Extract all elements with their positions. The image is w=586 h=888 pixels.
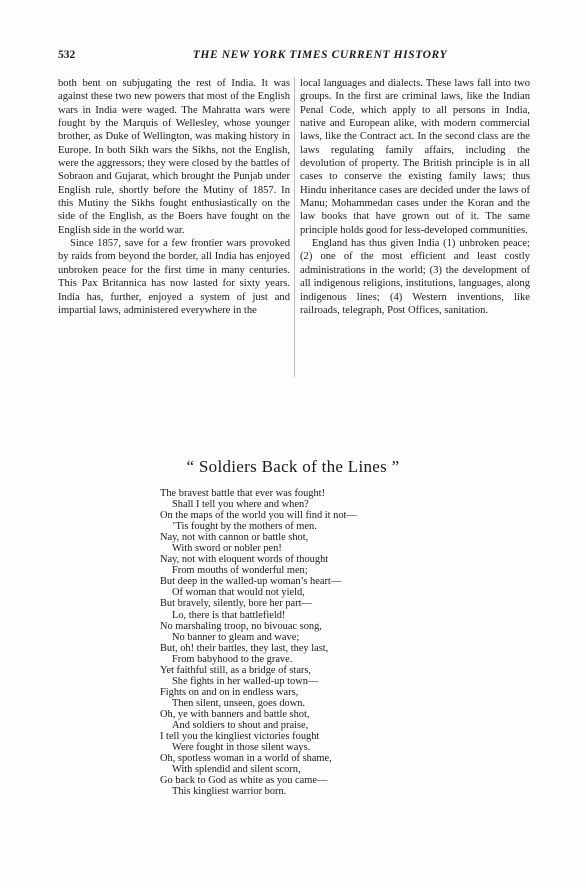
poem-line: Shall I tell you where and when? — [172, 499, 309, 511]
poem-title: “ Soldiers Back of the Lines ” — [186, 457, 400, 476]
poem-line: From mouths of wonderful men; — [172, 565, 308, 577]
running-title: THE NEW YORK TIMES CURRENT HISTORY — [192, 49, 448, 61]
column-divider — [294, 77, 295, 377]
poem-line: She fights in her walled-up town— — [172, 675, 319, 687]
poem-line: Were fought in those silent ways. — [172, 742, 311, 754]
poem-line: ’Tis fought by the mothers of men. — [172, 521, 317, 533]
poem-line: Of woman that would not yield, — [172, 587, 305, 599]
poem-line: But bravely, silently, bore her part— — [160, 598, 312, 610]
poem-line: With splendid and silent scorn, — [172, 764, 301, 776]
poem-line: With sword or nobler pen! — [172, 543, 282, 555]
paragraph: local languages and dialects. These laws fall into two groups. In the first are criminal laws, like the Indian Penal Code, which apply to all persons in India, native and European alike, with modern commercial laws, like the Contract act. In the second class are the laws regulating family affairs, including the devolution of property. The British principle is in all cases to conserve the existing family laws; thus Hindu inheritance cases are decided under the laws of Manu; Mohammedan cases under the Koran and the law books that have grown out of it. The same principle holds good for less-developed communities. — [300, 78, 530, 236]
poem-line: Go back to God as white as you came— — [160, 775, 328, 787]
poem-line: Lo, there is that battlefield! — [172, 609, 286, 621]
poem-body — [160, 488, 490, 797]
poem-line: From babyhood to the grave. — [172, 653, 293, 665]
poem-line: No marshaling troop, no bivouac song, — [160, 620, 322, 632]
poem-line: Oh, ye with banners and battle shot, — [160, 708, 310, 720]
poem-line: I tell you the kingliest victories fought — [160, 731, 320, 743]
poem-line: Then silent, unseen, goes down. — [172, 697, 306, 709]
poem-line: But, oh! their battles, they last, they last, — [160, 642, 329, 654]
poem-line: Fights on and on in endless wars, — [160, 686, 299, 698]
left-column — [58, 77, 290, 317]
poem-line: The bravest battle that ever was fought! — [160, 488, 326, 499]
poem-line: Nay, not with eloquent words of thought — [160, 554, 329, 566]
poem-line: Nay, not with cannon or battle shot, — [160, 532, 309, 544]
poem-line: On the maps of the world you will find it not— — [160, 510, 357, 522]
poem-line: And soldiers to shout and praise, — [172, 719, 309, 731]
poem-line: Oh, spotless woman in a world of shame, — [160, 753, 332, 765]
poem-line: This kingliest warrior born. — [172, 786, 287, 798]
page-number: 532 — [58, 49, 76, 61]
paragraph: Since 1857, save for a few frontier wars provoked by raids from beyond the border, all India has enjoyed unbroken peace for the first time in many centuries. This Pax Britannica has now lasted for sixty years. India has, further, enjoyed a system of just and impartial laws, administered everywhere in the — [58, 238, 290, 316]
poem-line: But deep in the walled-up woman’s heart— — [160, 576, 342, 588]
right-column — [300, 77, 530, 317]
paragraph: England has thus given India (1) unbroken peace; (2) one of the most efficient and least costly administrations in the world; (3) the development of all indigenous religions, institutions, languages, along indigenous lines; (4) Western inventions, like railroads, telegraph, Post Offices, sanitation. — [300, 238, 530, 316]
paragraph: both bent on subjugating the rest of India. It was against these two new powers that most of the English wars in India were waged. The Mahratta wars were fought by the Marquis of Wellesley, whose younger brother, as Duke of Wellington, was making history in Europe. In both Sikh wars the Sikhs, not the English, were the aggressors; they were closed by the battles of Sobraon and Gujarat, which brought the Punjab under English rule, shortly before the Mutiny of 1857. In this Mutiny the Sikhs fought enthusiastically on the side of the English, as the Boers have fought on the English side in the world war. — [58, 78, 290, 236]
poem-line: Yet faithful still, as a bridge of stars, — [160, 664, 312, 676]
poem-line: No banner to gleam and wave; — [172, 631, 300, 643]
